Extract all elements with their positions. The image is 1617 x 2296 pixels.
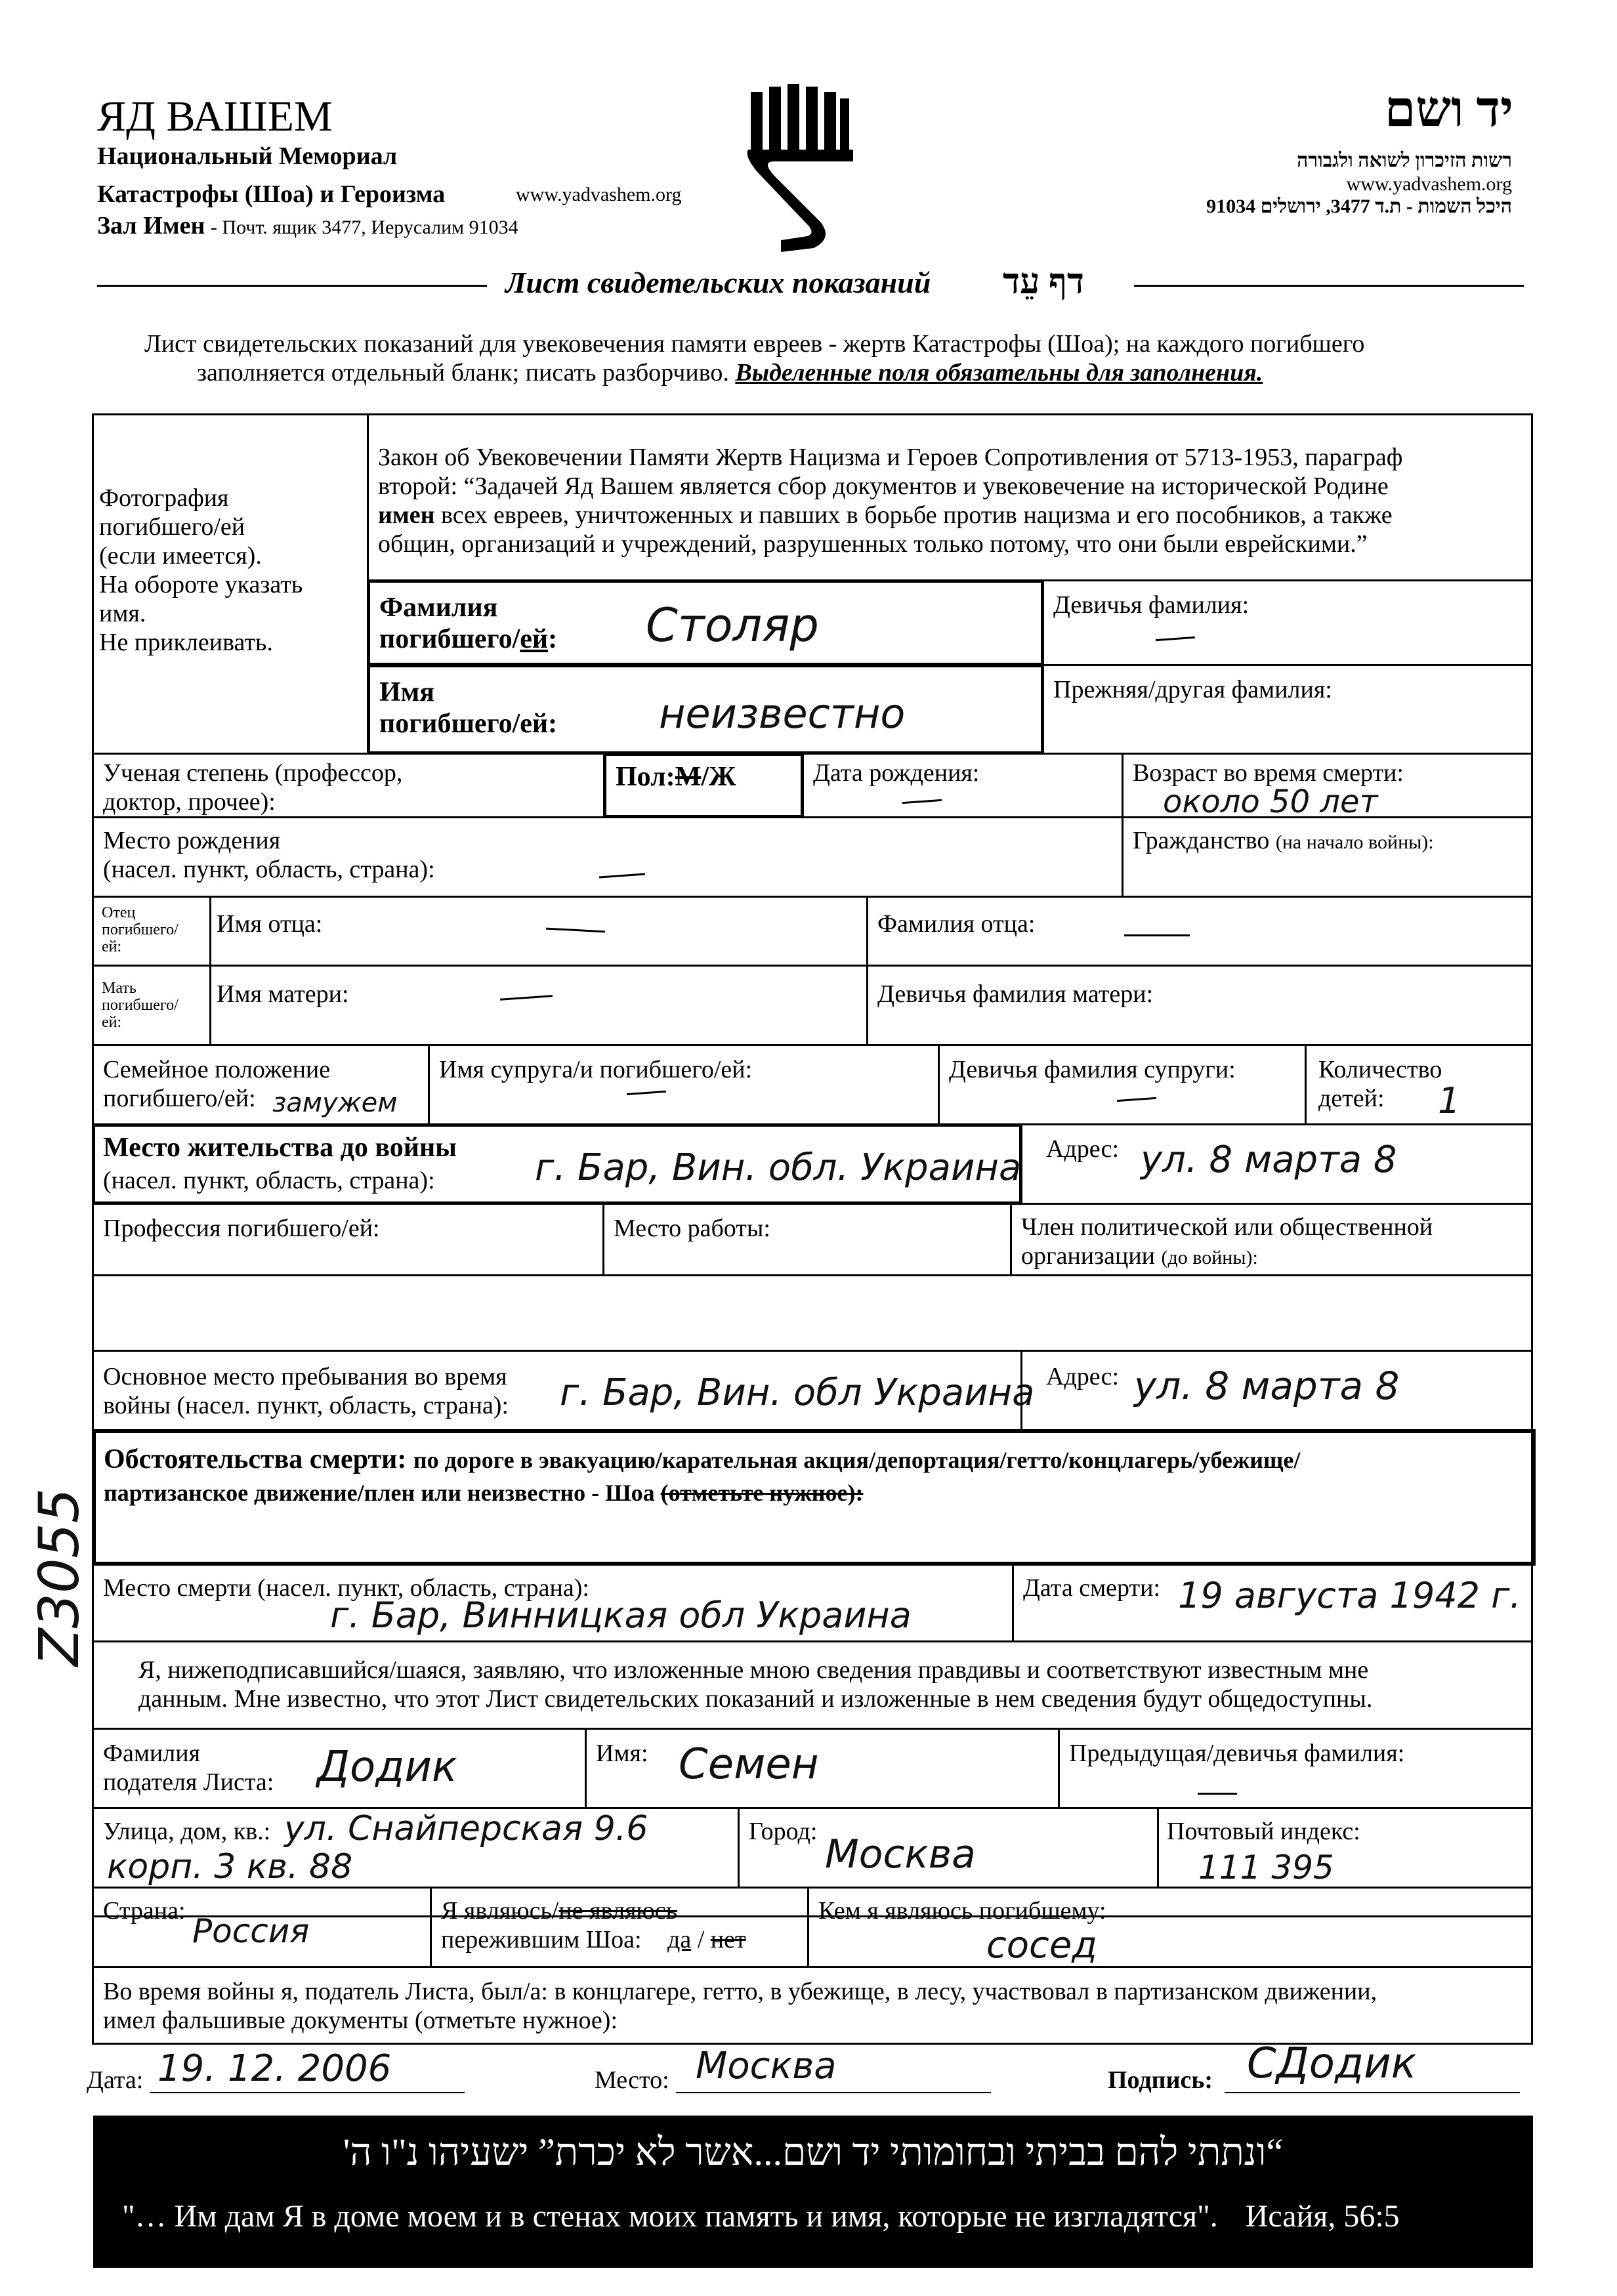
law-line4: общин, организаций и учреждений, разрушенных только потому, что они были еврейскими.” [378,530,1368,558]
hall-name: Зал Имен [97,212,205,240]
age-label: Возраст во время смерти: [1133,759,1404,787]
footer-russian: "… Им дам Я в доме моем и в стенах моих память и имя, которые не изгладятся". Исайя, 56:5 [122,2199,1400,2234]
submitter-wartime-field[interactable] [92,1966,1533,2045]
org-name-ru: ЯД ВАШЕМ [97,93,333,140]
hall-line [97,211,518,240]
birthplace-field[interactable] [92,816,1124,898]
residence-field[interactable] [92,1123,1022,1205]
country-field[interactable] [92,1887,432,1968]
spouse-maiden-dash [1117,1097,1156,1102]
victim-firstname-field[interactable] [367,664,1044,755]
footer-banner [93,2116,1533,2268]
website-ru: www.yadvashem.org [516,184,682,205]
workplace-field[interactable] [602,1203,1012,1276]
form-title-ru: Лист свидетельских показаний [505,266,931,299]
deathdate-field[interactable] [1012,1564,1533,1642]
street-label: Улица, дом, кв.: [103,1818,271,1845]
citizenship-field[interactable] [1122,816,1533,898]
law-box [367,413,1533,581]
father-surname-field[interactable] [866,896,1533,967]
dob-dash [902,799,942,804]
sex-field[interactable] [603,753,804,818]
survivor-label: Я являюсь/не являюсь пережившим Шоа: да / нет [441,1897,746,1953]
membership-label: Член политической или общественной организации (до войны): [1021,1213,1433,1270]
citizenship-label: Гражданство (на начало войны): [1133,827,1434,854]
circumstances-line1: Обстоятельства смерти: по дороге в эвакуацию/карательная акция/депортация/гетто/концлагерь/убежище/ [104,1444,1301,1474]
wartime-place-field[interactable] [92,1350,1035,1431]
father-name-field[interactable] [209,896,868,967]
intro-line1: Лист свидетельских показаний для увековечения памяти евреев - жертв Катастрофы (Шоа); на каждого погибшего [144,330,1365,358]
zip-value: 111 395 [1198,1848,1334,1887]
residence-address-label: Адрес: [1046,1135,1120,1163]
sign-label: Подпись: [1108,2066,1213,2094]
he-line3: היכל השמות - ת.ד 3477, ירושלים 91034 [1206,196,1512,217]
city-field[interactable] [738,1807,1159,1889]
deathplace-field[interactable] [92,1564,1014,1642]
submitter-surname-value: Додик [317,1743,457,1791]
surname-value: Столяр [646,598,819,652]
maiden-name-field[interactable] [1042,579,1533,666]
mother-name-label: Имя матери: [217,980,349,1008]
wartime-address-field[interactable] [1020,1350,1533,1431]
firstname-label: Имя погибшего/ей: [379,677,558,739]
workplace-label: Место работы: [614,1215,770,1242]
dob-label: Дата рождения: [813,759,980,787]
residence-sublabel: (насел. пункт, область, страна): [103,1167,435,1194]
country-value: Россия [192,1912,310,1950]
maiden-dash [1156,637,1195,641]
wartime-address-label: Адрес: [1046,1363,1120,1390]
footer-citation: Исайя, 56:5 [1245,2199,1400,2234]
father-surname-label: Фамилия отца: [877,910,1036,938]
submitter-surname-field[interactable] [92,1728,587,1809]
spouse-maiden-field[interactable] [938,1044,1307,1125]
memorial-line1: Национальный Мемориал [97,142,398,170]
form-title-he: דף עֵד [1003,262,1084,301]
children-value: 1 [1438,1080,1461,1121]
date-value: 19. 12. 2006 [158,2047,392,2090]
mother-maiden-label: Девичья фамилия матери: [877,980,1154,1008]
submitter-name-field[interactable] [585,1728,1060,1809]
spouse-name-field[interactable] [428,1044,940,1125]
circumstances-line2: партизанское движение/плен или неизвестно - Шоа (отметьте нужное): [104,1480,864,1506]
wartime-address-value: ул. 8 марта 8 [1134,1364,1400,1408]
place-label: Место: [595,2066,669,2094]
spouse-name-label: Имя супруга/и погибшего/ей: [439,1056,753,1083]
father-side-label: Отец погибшего/ ей: [92,896,211,967]
law-line3: имен всех евреев, уничтоженных и павших в борьбе против нацизма и его пособников, а также [378,501,1393,529]
mother-name-dash [500,995,553,1001]
prev-surname-label: Прежняя/другая фамилия: [1053,676,1332,703]
surname-label: Фамилия погибшего/ей: [379,593,558,654]
birthplace-label: Место рождения (насел. пункт, область, страна): [103,827,435,883]
wartime-place-value: г. Бар, Вин. обл Украина [560,1371,1035,1414]
submitter-wartime-label: Во время войны я, податель Листа, был/а: в концлагере, гетто, в убежище, в лесу, участвовал в партизанском движении, имел фальшивые документы (отметьте нужное): [103,1978,1377,2034]
submitter-prev-field[interactable] [1058,1728,1533,1809]
intro-line2 [197,358,1263,387]
title-rule-right [1134,285,1524,287]
father-surname-dash [1124,934,1190,936]
survivor-no[interactable]: нет [710,1926,746,1953]
he-line1: רשות הזיכרון לשואה ולגבורה [1297,150,1512,171]
residence-label: Место жительства до войны [103,1133,457,1163]
blank-row[interactable] [92,1274,1533,1352]
victim-surname-field[interactable] [367,579,1044,666]
city-value: Москва [825,1831,976,1877]
survivor-yes[interactable]: да [667,1926,692,1953]
city-label: Город: [749,1818,818,1845]
relation-label: Кем я являюсь погибшему: [818,1897,1106,1925]
margin-archive-note: Z3055 [27,1488,91,1666]
yad-vashem-logo [742,84,860,255]
marital-label: Семейное положение погибшего/ей: [103,1056,331,1112]
deathdate-label: Дата смерти: [1023,1574,1161,1602]
org-name-he: יד ושם [1384,82,1513,137]
age-value: около 50 лет [1163,783,1378,820]
deathplace-label: Место смерти (насел. пункт, область, страна): [103,1574,589,1602]
prev-surname-field[interactable] [1042,664,1533,755]
photo-instructions: Фотография погибшего/ей (если имеется). На обороте указать имя. Не приклеивать. [99,484,303,656]
mother-side-label: Мать погибшего/ ей: [92,965,211,1046]
children-field[interactable] [1305,1044,1533,1125]
submitter-prev-dash [1198,1793,1237,1795]
residence-value: г. Бар, Вин. обл. Украина [535,1146,1022,1189]
street-value-line2: корп. 3 кв. 88 [107,1847,353,1887]
children-label: Количество детей: [1318,1056,1442,1112]
residence-address-value: ул. 8 марта 8 [1141,1138,1397,1181]
submitter-name-value: Семен [679,1740,819,1789]
mother-maiden-field[interactable] [866,965,1533,1046]
law-line2: второй: “Задачей Яд Вашем является сбор документов и увековечение на исторической Родине [378,472,1389,500]
spouse-maiden-label: Девичья фамилия супруги: [949,1056,1236,1083]
photo-box[interactable] [92,413,369,755]
place-value: Москва [696,2045,837,2087]
residence-address-field[interactable] [1020,1123,1533,1205]
place-line [676,2092,991,2093]
sex-label: Пол:М/Ж [616,762,736,792]
sign-line [1225,2092,1520,2093]
title-rule-left [97,285,487,287]
deathplace-value: г. Бар, Винницкая обл Украина [330,1595,912,1636]
website-he: www.yadvashem.org [1346,173,1512,195]
submitter-prev-label: Предыдущая/девичья фамилия: [1069,1740,1405,1767]
age-field[interactable] [1122,753,1533,818]
father-name-label: Имя отца: [217,910,323,938]
dob-field[interactable] [802,753,1124,818]
degree-field[interactable] [92,753,605,818]
date-label: Дата: [87,2066,144,2094]
date-line [150,2092,465,2093]
birthplace-dash [599,873,645,879]
signature: СДодик [1247,2039,1417,2088]
zip-label: Почтовый индекс: [1167,1818,1360,1845]
degree-label: Ученая степень (профессор, доктор, прочее): [103,759,403,816]
deathdate-value: 19 августа 1942 г. [1178,1575,1521,1616]
spouse-name-dash [627,1091,666,1095]
intro-text: заполняется отдельный бланк; писать разборчиво. [197,359,729,386]
street-value-line1: ул. Снайперская 9.6 [284,1809,648,1848]
law-line1: Закон об Увековечении Памяти Жертв Нацизма и Героев Сопротивления от 5713-1953, параграф [378,444,1403,471]
wartime-place-label: Основное место пребывания во время войны (насел. пункт, область, страна): [103,1363,509,1419]
mother-name-field[interactable] [209,965,868,1046]
marital-field[interactable] [92,1044,430,1125]
footer-hebrew: “ונתתי להם בביתי ובחומותי יד ושם...אשר לא יכרת” ישעיהו נ"ו ה' [343,2131,1284,2173]
zip-field[interactable] [1157,1807,1533,1889]
survivor-field[interactable] [430,1887,809,1968]
street-field[interactable] [92,1807,740,1889]
father-name-dash [546,928,605,933]
firstname-value: неизвестно [659,690,906,738]
declaration-text: Я, нижеподписавшийся/шаяся, заявляю, что изложенные мною сведения правдивы и соответствуют известным мне данным. Мне известно, что этот Лист свидетельских показаний и изложенные в нем сведения будут общедоступны. [138,1656,1373,1713]
profession-field[interactable] [92,1203,604,1276]
submitter-surname-label: Фамилия подателя Листа: [103,1740,274,1796]
membership-field[interactable] [1010,1203,1533,1276]
submitter-name-label: Имя: [596,1740,648,1767]
required-note: Выделенные поля обязательны для заполнения. [735,359,1263,386]
memorial-line2: Катастрофы (Шоа) и Героизма [97,180,446,208]
hall-address: - Почт. ящик 3477, Иерусалим 91034 [210,217,518,238]
relation-value: сосед [986,1924,1098,1967]
declaration-box [92,1640,1533,1730]
country-label: Страна: [103,1897,186,1925]
profession-label: Профессия погибшего/ей: [103,1215,380,1242]
marital-value: замужем [272,1088,398,1118]
circumstances-field[interactable] [92,1429,1536,1566]
relation-field[interactable] [807,1887,1533,1968]
maiden-label: Девичья фамилия: [1053,591,1250,619]
